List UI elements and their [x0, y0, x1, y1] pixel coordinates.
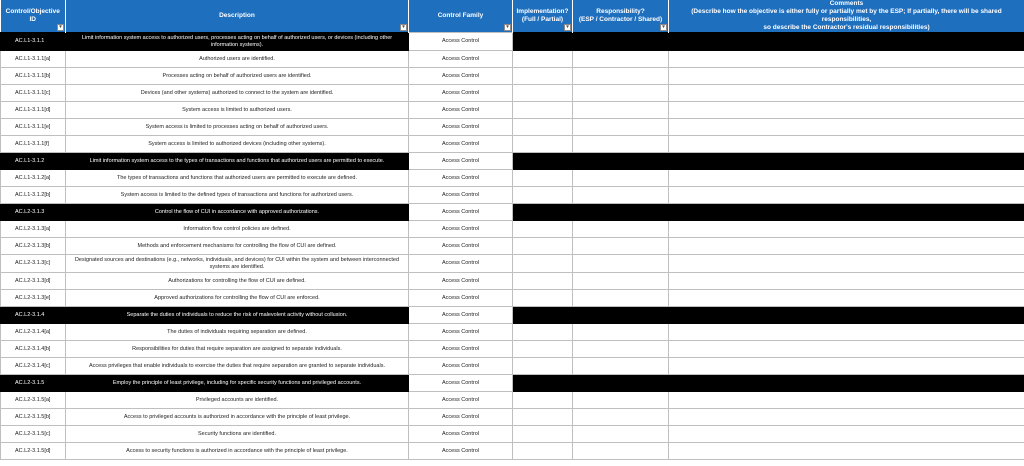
table-row: [1, 426, 1024, 443]
cell-comments[interactable]: [669, 221, 1024, 238]
table-row: [1, 238, 1024, 255]
cell-comments[interactable]: [669, 51, 1024, 68]
cell-implementation[interactable]: [513, 153, 573, 170]
cell-control-id: AC.L2-3.1.4[a]: [1, 324, 66, 341]
cell-control-family: Access Control: [409, 204, 513, 221]
cell-control-family: Access Control: [409, 324, 513, 341]
table-row: [1, 153, 1024, 170]
cell-control-id: AC.L2-3.1.5[a]: [1, 392, 66, 409]
cell-comments[interactable]: [669, 119, 1024, 136]
header-control-family: [409, 0, 513, 33]
cell-implementation[interactable]: [513, 392, 573, 409]
cell-description: Devices (and other systems) authorized to connect to the system are identified.: [66, 85, 409, 102]
cell-implementation[interactable]: [513, 85, 573, 102]
cell-comments[interactable]: [669, 204, 1024, 221]
cell-control-family: Access Control: [409, 307, 513, 324]
table-row: [1, 273, 1024, 290]
cell-description: System access is limited to the defined types of transactions and functions for authorized users.: [66, 187, 409, 204]
table-row: [1, 307, 1024, 324]
cell-responsibility[interactable]: [573, 324, 669, 341]
cell-control-id: AC.L1-3.1.1[f]: [1, 136, 66, 153]
table-row: [1, 290, 1024, 307]
table-row: [1, 136, 1024, 153]
header-comments-sublabel-2: so describe the Contractor's residual responsibilities): [763, 24, 930, 31]
cell-control-family: Access Control: [409, 68, 513, 85]
cell-control-id: AC.L2-3.1.3: [1, 204, 66, 221]
cell-control-id: AC.L2-3.1.3[b]: [1, 238, 66, 255]
cell-responsibility[interactable]: [573, 358, 669, 375]
table-row: [1, 375, 1024, 392]
cell-control-family: Access Control: [409, 341, 513, 358]
cell-comments[interactable]: [669, 375, 1024, 392]
table-row: [1, 392, 1024, 409]
table-row: [1, 33, 1024, 51]
cell-control-family: Access Control: [409, 255, 513, 273]
cell-implementation[interactable]: [513, 341, 573, 358]
cell-responsibility[interactable]: [573, 119, 669, 136]
cell-control-family: Access Control: [409, 51, 513, 68]
header-implementation: [513, 0, 573, 33]
cell-control-id: AC.L1-3.1.1[d]: [1, 102, 66, 119]
cell-implementation[interactable]: [513, 307, 573, 324]
cell-description: Access privileges that enable individuals to exercise the duties that require separation are granted to separate individuals.: [66, 358, 409, 375]
header-implementation-label: Implementation?: [516, 8, 569, 15]
cell-description: Limit information system access to the types of transactions and functions that authorized users are permitted to execute.: [66, 153, 409, 170]
cell-comments[interactable]: [669, 358, 1024, 375]
cell-responsibility[interactable]: [573, 170, 669, 187]
header-description: [66, 0, 409, 33]
cell-responsibility[interactable]: [573, 85, 669, 102]
cell-control-id: AC.L2-3.1.5[c]: [1, 426, 66, 443]
cell-description: Authorized users are identified.: [66, 51, 409, 68]
header-control-family-label: Control Family: [437, 12, 484, 19]
cell-description: Access to privileged accounts is authorized in accordance with the principle of least privilege.: [66, 409, 409, 426]
cell-responsibility[interactable]: [573, 33, 669, 51]
header-responsibility: [573, 0, 669, 33]
table-row: [1, 85, 1024, 102]
table-row: [1, 204, 1024, 221]
cell-control-id: AC.L2-3.1.3[a]: [1, 221, 66, 238]
cell-responsibility[interactable]: [573, 238, 669, 255]
cell-implementation[interactable]: [513, 51, 573, 68]
cell-description: Privileged accounts are identified.: [66, 392, 409, 409]
cell-responsibility[interactable]: [573, 221, 669, 238]
header-comments-label: Comments: [829, 0, 864, 7]
table-row: [1, 170, 1024, 187]
cell-responsibility[interactable]: [573, 51, 669, 68]
cell-control-family: Access Control: [409, 358, 513, 375]
table-body: [1, 33, 1024, 460]
cell-implementation[interactable]: [513, 136, 573, 153]
cell-description: Security functions are identified.: [66, 426, 409, 443]
cell-description: Responsibilities for duties that require separation are assigned to separate individuals.: [66, 341, 409, 358]
cell-implementation[interactable]: [513, 290, 573, 307]
table-row: [1, 358, 1024, 375]
header-control-id: [1, 0, 66, 33]
table-row: [1, 221, 1024, 238]
header-comments-sublabel: (Describe how the objective is either fully or partially met by the ESP; If partially, there will be shared responsibilities,: [691, 8, 1002, 23]
cell-implementation[interactable]: [513, 33, 573, 51]
cell-description: Designated sources and destinations (e.g., networks, individuals, and devices) for CUI within the system and between interconnected systems are identified.: [66, 255, 409, 273]
cell-control-id: AC.L2-3.1.4[c]: [1, 358, 66, 375]
cell-control-id: AC.L2-3.1.4: [1, 307, 66, 324]
cell-responsibility[interactable]: [573, 426, 669, 443]
cell-control-family: Access Control: [409, 221, 513, 238]
cell-control-id: AC.L2-3.1.4[b]: [1, 341, 66, 358]
cell-description: Limit information system access to authorized users, processes acting on behalf of authorized users, or devices (including other information systems).: [66, 33, 409, 51]
cell-responsibility[interactable]: [573, 392, 669, 409]
cell-comments[interactable]: [669, 273, 1024, 290]
table-row: [1, 68, 1024, 85]
cell-control-family: Access Control: [409, 426, 513, 443]
cell-comments[interactable]: [669, 290, 1024, 307]
cell-control-id: AC.L2-3.1.5: [1, 375, 66, 392]
cell-responsibility[interactable]: [573, 255, 669, 273]
table-row: [1, 119, 1024, 136]
cell-implementation[interactable]: [513, 68, 573, 85]
cell-comments[interactable]: [669, 255, 1024, 273]
dropdown-arrow-icon[interactable]: ▾: [400, 24, 407, 31]
cell-implementation[interactable]: [513, 409, 573, 426]
cell-control-family: Access Control: [409, 102, 513, 119]
cell-responsibility[interactable]: [573, 409, 669, 426]
cell-description: The types of transactions and functions that authorized users are permitted to execute are defined.: [66, 170, 409, 187]
cell-implementation[interactable]: [513, 102, 573, 119]
cell-control-family: Access Control: [409, 392, 513, 409]
cell-control-id: AC.L1-3.1.1[c]: [1, 85, 66, 102]
cell-control-id: AC.L2-3.1.3[c]: [1, 255, 66, 273]
cell-responsibility[interactable]: [573, 204, 669, 221]
cell-implementation[interactable]: [513, 426, 573, 443]
cell-responsibility[interactable]: [573, 443, 669, 460]
cell-responsibility[interactable]: [573, 68, 669, 85]
cell-responsibility[interactable]: [573, 153, 669, 170]
cell-control-family: Access Control: [409, 443, 513, 460]
cell-description: Control the flow of CUI in accordance with approved authorizations.: [66, 204, 409, 221]
table-row: [1, 255, 1024, 273]
cell-description: Access to security functions is authorized in accordance with the principle of least privilege.: [66, 443, 409, 460]
cell-description: Methods and enforcement mechanisms for controlling the flow of CUI are defined.: [66, 238, 409, 255]
cell-control-id: AC.L1-3.1.2[a]: [1, 170, 66, 187]
cell-implementation[interactable]: [513, 324, 573, 341]
cell-implementation[interactable]: [513, 187, 573, 204]
cell-comments[interactable]: [669, 443, 1024, 460]
header-responsibility-sublabel: (ESP / Contractor / Shared): [578, 16, 663, 23]
cell-comments[interactable]: [669, 170, 1024, 187]
header-row: [1, 0, 1024, 33]
header-implementation-sublabel: (Full / Partial): [521, 16, 564, 23]
dropdown-arrow-icon[interactable]: ▾: [57, 24, 64, 31]
cell-comments[interactable]: [669, 68, 1024, 85]
table-row: [1, 51, 1024, 68]
cell-description: Approved authorizations for controlling the flow of CUI are enforced.: [66, 290, 409, 307]
cell-responsibility[interactable]: [573, 187, 669, 204]
cell-implementation[interactable]: [513, 255, 573, 273]
cell-control-id: AC.L2-3.1.3[e]: [1, 290, 66, 307]
cell-control-family: Access Control: [409, 33, 513, 51]
header-comments: [669, 0, 1024, 33]
cell-implementation[interactable]: [513, 204, 573, 221]
cell-description: Processes acting on behalf of authorized users are identified.: [66, 68, 409, 85]
cell-control-family: Access Control: [409, 273, 513, 290]
table-row: [1, 443, 1024, 460]
cell-description: System access is limited to processes acting on behalf of authorized users.: [66, 119, 409, 136]
cell-implementation[interactable]: [513, 443, 573, 460]
dropdown-arrow-icon[interactable]: ▾: [564, 24, 571, 31]
cell-control-family: Access Control: [409, 170, 513, 187]
cell-responsibility[interactable]: [573, 375, 669, 392]
cell-control-id: AC.L1-3.1.1[e]: [1, 119, 66, 136]
cell-control-family: Access Control: [409, 290, 513, 307]
cell-control-family: Access Control: [409, 136, 513, 153]
cell-control-id: AC.L2-3.1.3[d]: [1, 273, 66, 290]
header-description-label: Description: [219, 12, 255, 19]
cell-description: Separate the duties of individuals to reduce the risk of malevolent activity without collusion.: [66, 307, 409, 324]
table-row: [1, 102, 1024, 119]
cell-implementation[interactable]: [513, 170, 573, 187]
cell-control-id: AC.L1-3.1.1[a]: [1, 51, 66, 68]
dropdown-arrow-icon[interactable]: ▾: [660, 24, 667, 31]
cell-comments[interactable]: [669, 341, 1024, 358]
cell-description: Employ the principle of least privilege, including for specific security functions and privileged accounts.: [66, 375, 409, 392]
cell-comments[interactable]: [669, 85, 1024, 102]
cell-comments[interactable]: [669, 409, 1024, 426]
cell-implementation[interactable]: [513, 119, 573, 136]
cell-responsibility[interactable]: [573, 273, 669, 290]
cell-implementation[interactable]: [513, 238, 573, 255]
cell-responsibility[interactable]: [573, 307, 669, 324]
cell-comments[interactable]: [669, 102, 1024, 119]
cell-comments[interactable]: [669, 187, 1024, 204]
header-responsibility-label: Responsibility?: [596, 8, 645, 15]
cell-responsibility[interactable]: [573, 290, 669, 307]
cell-comments[interactable]: [669, 307, 1024, 324]
cell-description: System access is limited to authorized users.: [66, 102, 409, 119]
cell-responsibility[interactable]: [573, 136, 669, 153]
dropdown-arrow-icon[interactable]: ▾: [504, 24, 511, 31]
cell-control-family: Access Control: [409, 409, 513, 426]
table-row: [1, 341, 1024, 358]
cell-description: Authorizations for controlling the flow of CUI are defined.: [66, 273, 409, 290]
cell-control-family: Access Control: [409, 375, 513, 392]
cell-comments[interactable]: [669, 392, 1024, 409]
cell-control-family: Access Control: [409, 187, 513, 204]
table-row: [1, 409, 1024, 426]
cell-description: System access is limited to authorized devices (including other systems).: [66, 136, 409, 153]
cell-control-id: AC.L1-3.1.1[b]: [1, 68, 66, 85]
cell-description: Information flow control policies are defined.: [66, 221, 409, 238]
cell-comments[interactable]: [669, 238, 1024, 255]
cell-description: The duties of individuals requiring separation are defined.: [66, 324, 409, 341]
cell-comments[interactable]: [669, 426, 1024, 443]
cell-control-id: AC.L1-3.1.2[b]: [1, 187, 66, 204]
cell-control-id: AC.L2-3.1.5[b]: [1, 409, 66, 426]
cell-comments[interactable]: [669, 153, 1024, 170]
cell-control-id: AC.L1-3.1.2: [1, 153, 66, 170]
cell-comments[interactable]: [669, 136, 1024, 153]
cell-implementation[interactable]: [513, 221, 573, 238]
cell-responsibility[interactable]: [573, 341, 669, 358]
cell-control-family: Access Control: [409, 153, 513, 170]
header-control-id-label: Control/Objective ID: [5, 8, 60, 23]
cell-control-family: Access Control: [409, 238, 513, 255]
table-row: [1, 324, 1024, 341]
cell-comments[interactable]: [669, 33, 1024, 51]
cell-control-family: Access Control: [409, 85, 513, 102]
cell-control-family: Access Control: [409, 119, 513, 136]
cell-responsibility[interactable]: [573, 102, 669, 119]
cell-implementation[interactable]: [513, 375, 573, 392]
cell-implementation[interactable]: [513, 358, 573, 375]
cell-control-id: AC.L2-3.1.5[d]: [1, 443, 66, 460]
table-row: [1, 187, 1024, 204]
cell-control-id: AC.L1-3.1.1: [1, 33, 66, 51]
cell-implementation[interactable]: [513, 273, 573, 290]
cell-comments[interactable]: [669, 324, 1024, 341]
